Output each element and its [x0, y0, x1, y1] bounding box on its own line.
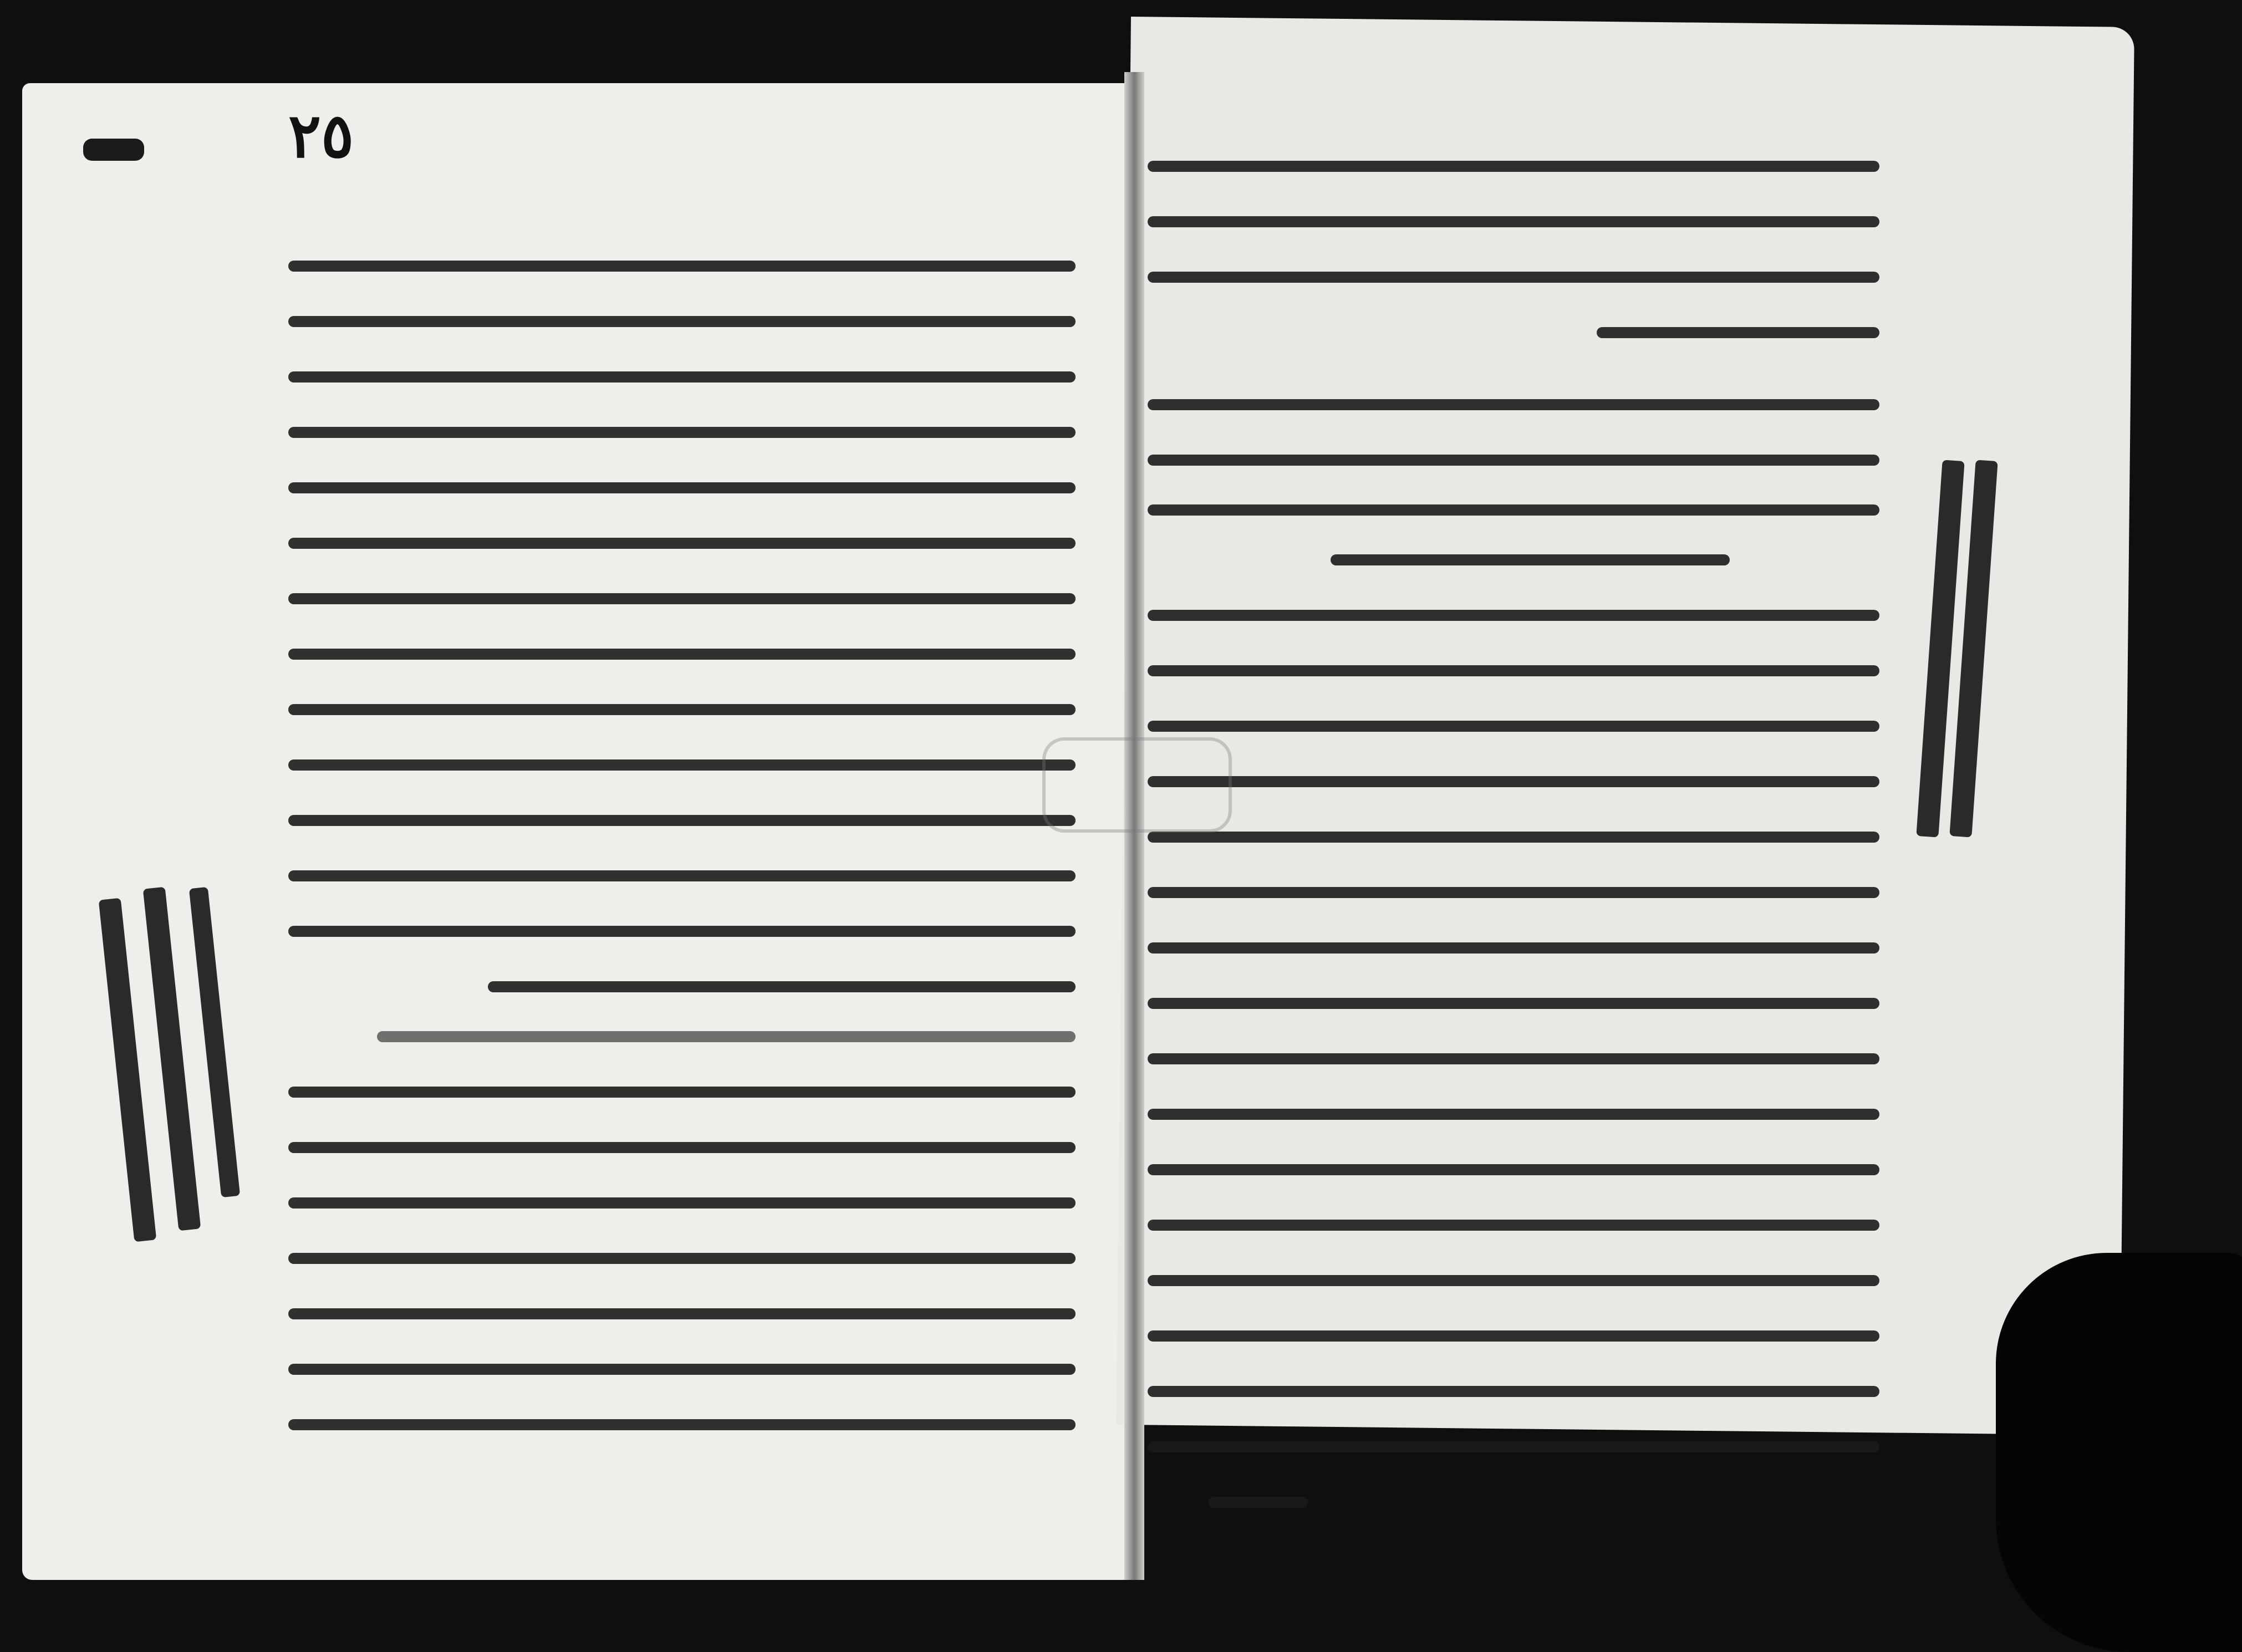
text-line	[288, 1253, 1076, 1264]
text-line	[288, 704, 1076, 715]
text-line	[1148, 1164, 1879, 1175]
text-line	[288, 1087, 1076, 1098]
text-line	[1148, 161, 1879, 172]
text-line	[1148, 998, 1879, 1009]
text-line	[1148, 216, 1879, 227]
text-line	[288, 316, 1076, 327]
folio-number-small	[83, 139, 144, 161]
text-line	[288, 1142, 1076, 1153]
text-line	[1148, 1220, 1879, 1231]
text-line	[288, 759, 1076, 771]
text-line	[1148, 665, 1879, 676]
text-line	[288, 371, 1076, 383]
text-line	[288, 870, 1076, 881]
text-line	[1148, 1330, 1879, 1342]
text-line	[1148, 832, 1879, 843]
text-line	[288, 593, 1076, 604]
text-line	[1148, 1053, 1879, 1064]
text-line	[1148, 455, 1879, 466]
left-page	[22, 83, 1137, 1580]
watermark-badge	[1042, 737, 1232, 833]
text-line	[1209, 1497, 1308, 1508]
text-line	[288, 1197, 1076, 1209]
text-line	[288, 1308, 1076, 1319]
text-line	[1148, 887, 1879, 898]
text-line	[1148, 610, 1879, 621]
text-line	[488, 981, 1076, 992]
text-line	[288, 1419, 1076, 1430]
text-line	[288, 1364, 1076, 1375]
text-line	[288, 261, 1076, 272]
text-line	[1148, 942, 1879, 954]
text-line	[1148, 776, 1879, 787]
text-line	[288, 926, 1076, 937]
text-line	[288, 427, 1076, 438]
text-line	[288, 815, 1076, 826]
text-line	[1148, 1441, 1879, 1452]
text-line	[288, 482, 1076, 493]
text-line	[1331, 554, 1730, 565]
text-line	[1148, 399, 1879, 410]
text-line	[1148, 504, 1879, 516]
text-line	[288, 649, 1076, 660]
finger-shadow	[1996, 1253, 2242, 1652]
folio-number: ٢٥	[288, 100, 354, 171]
text-line	[377, 1031, 1076, 1042]
text-line	[1148, 1275, 1879, 1286]
text-line	[1148, 721, 1879, 732]
text-line	[288, 538, 1076, 549]
text-line	[1148, 1386, 1879, 1397]
text-line	[1148, 1109, 1879, 1120]
text-line	[1148, 272, 1879, 283]
text-line	[1597, 327, 1879, 338]
